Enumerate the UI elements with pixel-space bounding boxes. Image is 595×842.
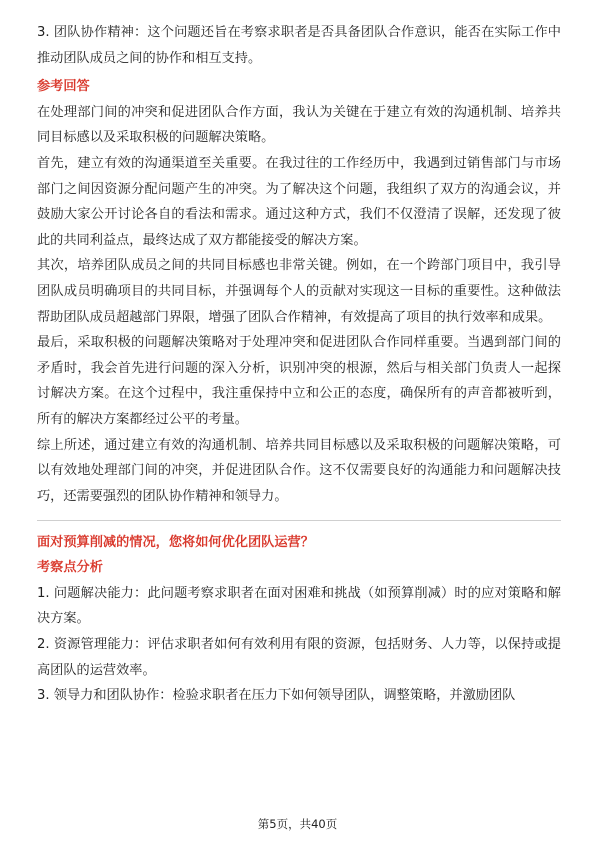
analysis-item-3: 3. 团队协作精神：这个问题还旨在考察求职者是否具备团队合作意识，能否在实际工作中推动团队成员之间的协作和相互支持。 <box>37 25 561 66</box>
answer-paragraph-intro: 在处理部门间的冲突和促进团队合作方面，我认为关键在于建立有效的沟通机制、培养共同目标感以及采取积极的问题解决策略。 <box>37 104 561 146</box>
answer-paragraph-first: 首先，建立有效的沟通渠道至关重要。在我过往的工作经历中，我遇到过销售部门与市场部门之间因资源分配问题产生的冲突。为了解决这个问题，我组织了双方的沟通会议，并鼓励大家公开讨论各自的看法和需求。通过这种方式，我们不仅澄清了误解，还发现了彼此的共同利益点，最终达成了双方都能接受的解决方案。 <box>37 155 561 248</box>
analysis-item-2: 2. 资源管理能力：评估求职者如何有效利用有限的资源，包括财务、人力等，以保持或提高团队的运营效率。 <box>37 637 561 678</box>
analysis-item-1: 1. 问题解决能力：此问题考察求职者在面对困难和挑战（如预算削减）时的应对策略和解决方案。 <box>37 585 561 627</box>
section-divider <box>37 520 561 521</box>
analysis-item-3-leadership: 3. 领导力和团队协作：检验求职者在压力下如何领导团队，调整策略，并激励团队 <box>37 688 516 704</box>
answer-heading: 参考回答 <box>37 79 90 95</box>
answer-paragraph-summary: 综上所述，通过建立有效的沟通机制、培养共同目标感以及采取积极的问题解决策略，可以有效地处理部门间的冲突，并促进团队合作。这不仅需要良好的沟通能力和问题解决技巧，还需要强烈的团队协作精神和领导力。 <box>37 437 561 504</box>
page-number: 第5页，共40页 <box>257 817 338 831</box>
question-title: 面对预算削减的情况，您将如何优化团队运营？ <box>37 535 314 551</box>
document-page <box>37 0 561 709</box>
analysis-heading: 考察点分析 <box>37 560 103 576</box>
answer-paragraph-third: 最后，采取积极的问题解决策略对于处理冲突和促进团队合作同样重要。当遇到部门间的矛盾时，我会首先进行问题的深入分析，识别冲突的根源，然后与相关部门负责人一起探讨解决方案。在这个过程中，我注重保持中立和公正的态度，确保所有的声音都被听到，所有的解决方案都经过公平的考量。 <box>37 335 561 427</box>
answer-paragraph-second: 其次，培养团队成员之间的共同目标感也非常关键。例如，在一个跨部门项目中，我引导团队成员明确项目的共同目标，并强调每个人的贡献对实现这一目标的重要性。这种做法帮助团队成员超越部门界限，增强了团队合作精神，有效提高了项目的执行效率和成果。 <box>37 258 561 325</box>
